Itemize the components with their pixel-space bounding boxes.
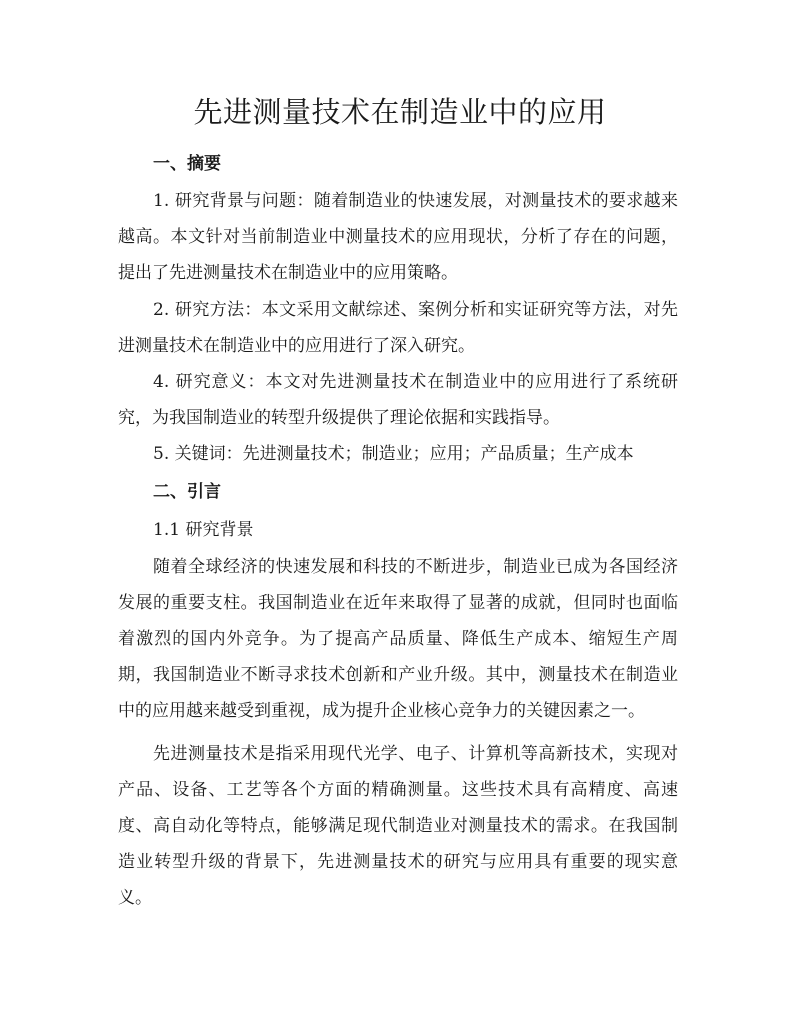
introduction-paragraph: 先进测量技术是指采用现代光学、电子、计算机等高新技术，实现对产品、设备、工艺等各个方面的精确测量。这些技术具有高精度、高速度、高自动化等特点，能够满足现代制造业对测量技术的需求。在我国制造业转型升级的背景下，先进测量技术的研究与应用具有重要的现实意义。	[118, 743, 678, 909]
abstract-item-keywords: 5. 关键词：先进测量技术；制造业；应用；产品质量；生产成本	[153, 444, 634, 465]
introduction-paragraph: 随着全球经济的快速发展和科技的不断进步，制造业已成为各国经济发展的重要支柱。我国制造业在近年来取得了显著的成就，但同时也面临着激烈的国内外竞争。为了提高产品质量、降低生产成本、缩短生产周期，我国制造业不断寻求技术创新和产业升级。其中，测量技术在制造业中的应用越来越受到重视，成为提升企业核心竞争力的关键因素之一。	[118, 556, 678, 722]
research-background-subheading: 1.1 研究背景	[153, 519, 254, 540]
introduction-heading: 二、引言	[153, 481, 221, 502]
abstract-item-background: 1. 研究背景与问题：随着制造业的快速发展，对测量技术的要求越来越高。本文针对当前制造业中测量技术的应用现状，分析了存在的问题，提出了先进测量技术在制造业中的应用策略。	[118, 191, 678, 284]
abstract-item-significance: 4. 研究意义：本文对先进测量技术在制造业中的应用进行了系统研究，为我国制造业的转型升级提供了理论依据和实践指导。	[118, 372, 678, 429]
document-body	[118, 145, 678, 917]
abstract-item-method: 2. 研究方法：本文采用文献综述、案例分析和实证研究等方法，对先进测量技术在制造业中的应用进行了深入研究。	[118, 299, 678, 356]
abstract-heading: 一、摘要	[153, 154, 221, 174]
document-title: 先进测量技术在制造业中的应用	[193, 95, 607, 129]
